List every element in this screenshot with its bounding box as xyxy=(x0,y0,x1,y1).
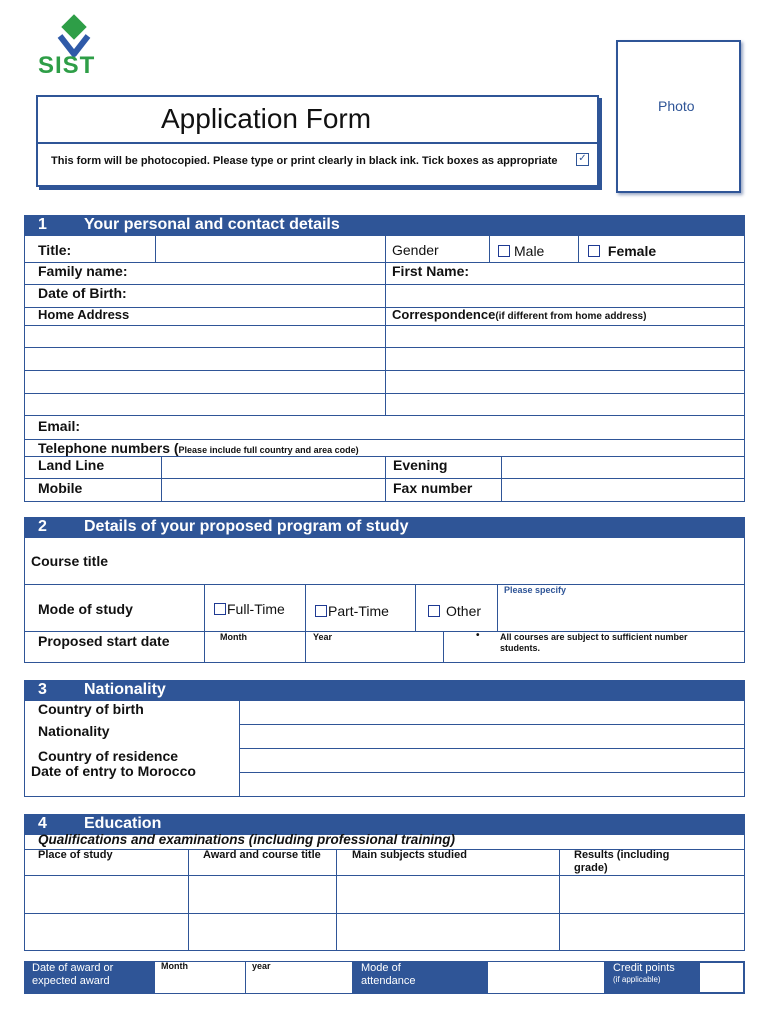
course-title-label: Course title xyxy=(31,553,109,569)
dob-label: Date of Birth: xyxy=(38,285,127,301)
award-month-label: Month xyxy=(161,961,188,971)
nationality-input[interactable] xyxy=(239,724,745,749)
address-line-2-left[interactable] xyxy=(24,347,386,371)
address-line-3-left[interactable] xyxy=(24,370,386,394)
edu-row-1-subjects[interactable] xyxy=(336,875,560,914)
course-title-cell[interactable] xyxy=(24,537,745,585)
mobile-label: Mobile xyxy=(38,480,83,496)
part-time-option[interactable] xyxy=(315,603,389,619)
address-line-1-right[interactable] xyxy=(385,325,745,348)
section-1-header xyxy=(24,215,745,235)
section-2-header xyxy=(24,517,745,537)
country-birth-label: Country of birth xyxy=(38,701,144,717)
col-results-label: Results (including grade) xyxy=(574,849,670,874)
other-label: Other xyxy=(446,603,482,619)
home-address-label: Home Address xyxy=(38,307,130,322)
country-residence-label: Country of residence xyxy=(38,748,179,764)
photo-box[interactable] xyxy=(616,40,741,193)
telephone-note: Please include full country and area code) xyxy=(178,445,359,455)
land-line-input-cell[interactable] xyxy=(161,456,386,479)
checked-box-icon: ✓ xyxy=(576,153,589,166)
mode-attendance-label: Mode of attendance xyxy=(361,962,416,987)
year-label: Year xyxy=(313,632,333,642)
other-option[interactable] xyxy=(428,603,481,619)
land-line-label: Land Line xyxy=(38,457,105,473)
address-line-4-right[interactable] xyxy=(385,393,745,416)
month-label: Month xyxy=(220,632,247,642)
start-date-label: Proposed start date xyxy=(38,633,170,649)
section-number: 3 xyxy=(38,681,47,698)
credit-note: (if applicable) xyxy=(613,975,661,984)
edu-row-2-results[interactable] xyxy=(559,913,745,951)
correspondence-label xyxy=(392,307,646,322)
section-3-header xyxy=(24,680,745,700)
edu-row-1-results[interactable] xyxy=(559,875,745,914)
section-number: 1 xyxy=(38,216,47,233)
please-specify-label: Please specify xyxy=(504,585,567,595)
award-date-label: Date of award or expected award xyxy=(32,962,114,987)
address-line-3-right[interactable] xyxy=(385,370,745,394)
part-time-label: Part-Time xyxy=(328,603,389,619)
correspondence-text: Correspondence xyxy=(392,307,496,322)
male-label: Male xyxy=(514,243,545,259)
fax-label: Fax number xyxy=(393,480,473,496)
courses-note: All courses are subject to sufficient number students. xyxy=(500,632,688,653)
full-time-checkbox[interactable] xyxy=(214,603,226,615)
section-4-header xyxy=(24,814,745,834)
edu-row-2-subjects[interactable] xyxy=(336,913,560,951)
country-residence-input[interactable] xyxy=(239,748,745,773)
evening-label: Evening xyxy=(393,457,448,473)
section-number: 2 xyxy=(38,518,47,535)
col-award-label: Award and course title xyxy=(203,849,321,861)
award-year-label: year xyxy=(252,961,271,971)
credit-label: Credit points xyxy=(613,962,675,974)
gender-label: Gender xyxy=(392,242,439,258)
section-number: 4 xyxy=(38,815,47,832)
section-title: Education xyxy=(84,815,162,832)
address-line-4-left[interactable] xyxy=(24,393,386,416)
entry-date-input[interactable] xyxy=(239,772,745,797)
title-label: Title: xyxy=(38,242,72,258)
edu-row-2-place[interactable] xyxy=(24,913,189,951)
correspondence-note: (if different from home address) xyxy=(495,311,647,322)
email-cell[interactable] xyxy=(24,415,745,440)
country-birth-input[interactable] xyxy=(239,700,745,725)
form-title-box xyxy=(36,95,599,187)
section-title: Your personal and contact details xyxy=(84,216,340,233)
evening-input-cell[interactable] xyxy=(501,456,745,479)
entry-date-label: Date of entry to Morocco xyxy=(31,763,196,779)
full-time-label: Full-Time xyxy=(227,601,285,617)
logo-text: SIST xyxy=(38,52,96,79)
male-checkbox[interactable] xyxy=(498,245,510,257)
full-time-option[interactable] xyxy=(214,601,285,617)
bullet: • xyxy=(476,630,480,641)
photo-label: Photo xyxy=(658,98,695,114)
email-label: Email: xyxy=(38,418,81,434)
section-title: Details of your proposed program of study xyxy=(84,518,409,535)
telephone-text: Telephone numbers ( xyxy=(38,440,179,456)
address-line-2-right[interactable] xyxy=(385,347,745,371)
edu-row-1-award[interactable] xyxy=(188,875,337,914)
form-notice: This form will be photocopied. Please type or print clearly in black ink. Tick boxes as appropriate xyxy=(51,155,558,167)
address-line-1-left[interactable] xyxy=(24,325,386,348)
telephone-label xyxy=(38,440,359,456)
female-checkbox[interactable] xyxy=(588,245,600,257)
dob-right-cell[interactable] xyxy=(385,284,745,308)
mode-attendance-input[interactable] xyxy=(487,961,605,994)
mobile-input-cell[interactable] xyxy=(161,478,386,502)
credit-input-cell[interactable] xyxy=(698,961,745,994)
title-input-cell[interactable] xyxy=(155,235,386,263)
female-label: Female xyxy=(607,243,657,259)
col-subjects-label: Main subjects studied xyxy=(352,849,467,861)
fax-input-cell[interactable] xyxy=(501,478,745,502)
edu-row-2-award[interactable] xyxy=(188,913,337,951)
part-time-checkbox[interactable] xyxy=(315,605,327,617)
other-checkbox[interactable] xyxy=(428,605,440,617)
first-name-label: First Name: xyxy=(392,263,470,279)
family-name-label: Family name: xyxy=(38,263,128,279)
female-option[interactable] xyxy=(588,243,656,259)
col-place-label: Place of study xyxy=(38,849,113,861)
section-title: Nationality xyxy=(84,681,166,698)
mode-label: Mode of study xyxy=(38,601,133,617)
page-title: Application Form xyxy=(161,103,372,134)
form-divider xyxy=(38,142,597,144)
education-subtitle: Qualifications and examinations (including professional training) xyxy=(38,832,456,847)
logo xyxy=(36,14,116,78)
nationality-label: Nationality xyxy=(38,723,110,739)
edu-row-1-place[interactable] xyxy=(24,875,189,914)
male-option[interactable] xyxy=(498,243,544,259)
